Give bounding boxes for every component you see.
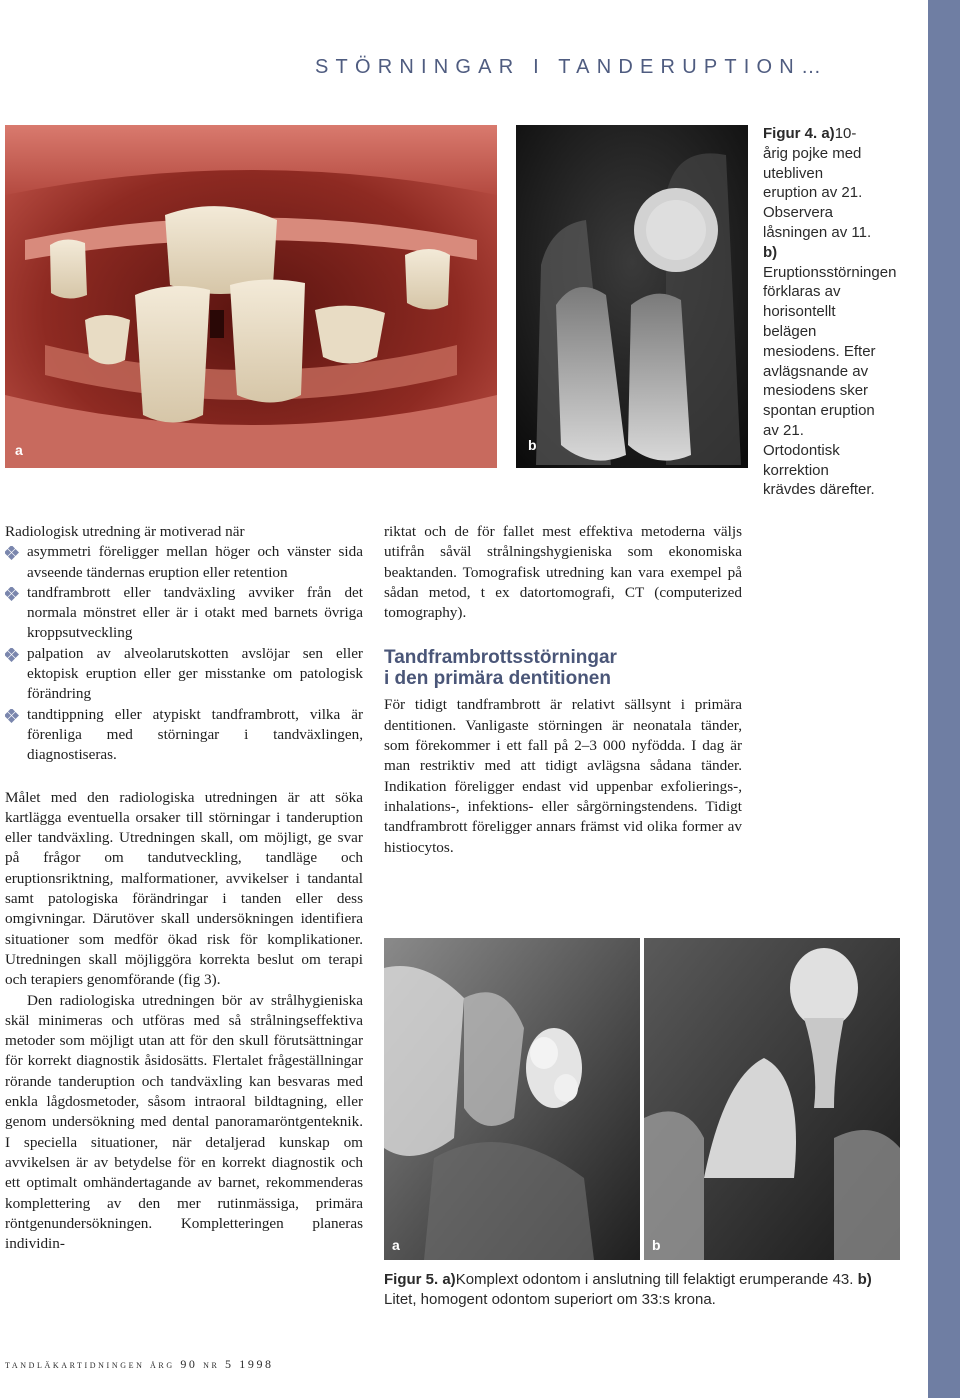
figure-4a-photo <box>5 125 497 468</box>
diamond-bullet-icon <box>5 648 19 662</box>
figure-5-caption-text-b: Litet, homogent odontom superiort om 33:s krona. <box>384 1290 716 1308</box>
section-heading-line-2: i den primära dentitionen <box>384 668 611 690</box>
diamond-bullet-icon <box>5 587 19 601</box>
list-item-text: tandtippning eller atypiskt tandframbrott, vilka är förenliga med störningar i tandväxlingen, diagnostiseras. <box>27 705 363 764</box>
figure-5-caption-label: Figur 5. <box>384 1271 439 1288</box>
figure-4b-radiograph <box>516 125 748 468</box>
figure-5a-radiograph <box>384 938 640 1260</box>
paragraph-continued: riktat och de för fallet mest effektiva metoderna väljs utifrån såväl strålningshygieniska som ekonomiska beaktanden. Tomografisk utredning kan vara exempel på sådan metod, t ex datortomografi, CT (computerized tomography). <box>384 523 742 622</box>
list-item-text: tandframbrott eller tandväxling avviker från det normala mönstret eller är i otakt med barnets övriga kroppsutveckling <box>27 583 363 642</box>
list-item <box>5 583 363 644</box>
accent-sidebar <box>928 0 960 1398</box>
paragraph-primary-dentition: För tidigt tandframbrott är relativt sällsynt i primära dentitionen. Vanligaste störningen är neonatala tänder, som förekommer i ett fall på 2–3 000 nyfödda. I dag är man restriktiv med att tidigt avlägsna sådana tänder. Indikation föreligger endast vid uppenbar exfolierings-, inhalations-, infektions- eller sårgörningstendens. Tidigt tandframbrott föreligger annars främst vid olika former av histiocytos. <box>384 696 742 856</box>
list-item <box>5 542 363 583</box>
figure-5-caption-text-a: Komplext odontom i anslutning till felaktigt erumperande 43. <box>455 1271 854 1288</box>
figure-4-caption-text-b: Eruptionsstörningen förklaras av horisontellt belägen mesiodens. Efter avlägsnande av mesiodens sker spontan eruption av 21. Ortodontisk korrektion krävdes därefter. <box>763 263 897 499</box>
list-item <box>5 644 363 705</box>
section-heading-line-1: Tandframbrottsstörningar <box>384 647 617 669</box>
paragraph-aim: Målet med den radiologiska utredningen är att söka kartlägga eventuella orsaker till störningar i tanderuption eller tandväxling. Utredningen skall, om möjligt, ge svar på frågor om tandutveckling, tandläge och eruptionsriktning, malformationer, avvikelser i tandantal samt patologiska förändringar i tanden eller dess omgivningar. Därutöver skall undersökningen identifiera situationer som medför ökad risk för komplikationer. Utredningen skall möjliggöra korrekta beslut om terapi och terapiers genomförande (fig 3). <box>5 788 363 989</box>
intro-text: Radiologisk utredning är motiverad när <box>5 523 245 540</box>
indication-list <box>5 542 363 765</box>
figure-5a-label: a <box>392 1237 400 1253</box>
figure-5b-label: b <box>652 1237 661 1253</box>
figure-4b-label: b <box>528 437 537 453</box>
figure-5-caption <box>384 1270 904 1310</box>
page-footer: tandläkartidningen årg 90 nr 5 1998 <box>5 1357 274 1371</box>
figure-4-caption-a-marker: a) <box>821 125 835 142</box>
paragraph-radiation: Den radiologiska utredningen bör av strålhygieniska skäl minimeras och utföras med så strålningseffektiva metoder som möjligt utan att för den skull förutsättningar för korrekt diagnostik åsidosätts. Flertalet frågeställningar rörande tanderuption och tandväxling kan besvaras med enkla lågdosmetoder, såsom intraoral bildtagning, eller genom undersökning med dental panoramaröntgenteknik. I speciella situationer, när detaljerad kunskap om avvikelsen är av betydelse för en korrekt diagnostik och ett optimalt omhändertagande av barnet, rekommenderas komplettering av den mer rutinmässiga, primära röntgenundersökningen. Kompletteringen planeras individin- <box>5 991 363 1253</box>
figure-4-caption-text-a: 10-årig pojke med utebliven eruption av 21. Observera låsningen av 11. <box>763 125 872 241</box>
figure-4-caption-label: Figur 4. <box>763 125 818 142</box>
section-heading <box>384 647 742 689</box>
figure-5-caption-a-marker: a) <box>442 1271 456 1288</box>
running-header: STÖRNINGAR I TANDERUPTION… <box>315 56 829 78</box>
left-column <box>5 522 363 1254</box>
list-item <box>5 705 363 766</box>
figure-5-caption-b-marker: b) <box>857 1271 872 1288</box>
figure-5b-radiograph <box>644 938 900 1260</box>
diamond-bullet-icon <box>5 546 19 560</box>
figure-4a-label: a <box>15 442 23 458</box>
diamond-bullet-icon <box>5 709 19 723</box>
list-item-text: palpation av alveolarutskotten avslöjar sen eller ektopisk eruption eller ger misstanke om patologisk förändring <box>27 644 363 703</box>
figure-4-caption-b-marker: b) <box>763 243 778 261</box>
right-column <box>384 522 742 858</box>
list-item-text: asymmetri föreligger mellan höger och vänster sida avseende tändernas eruption eller retention <box>27 543 363 581</box>
figure-4-caption <box>763 124 897 500</box>
